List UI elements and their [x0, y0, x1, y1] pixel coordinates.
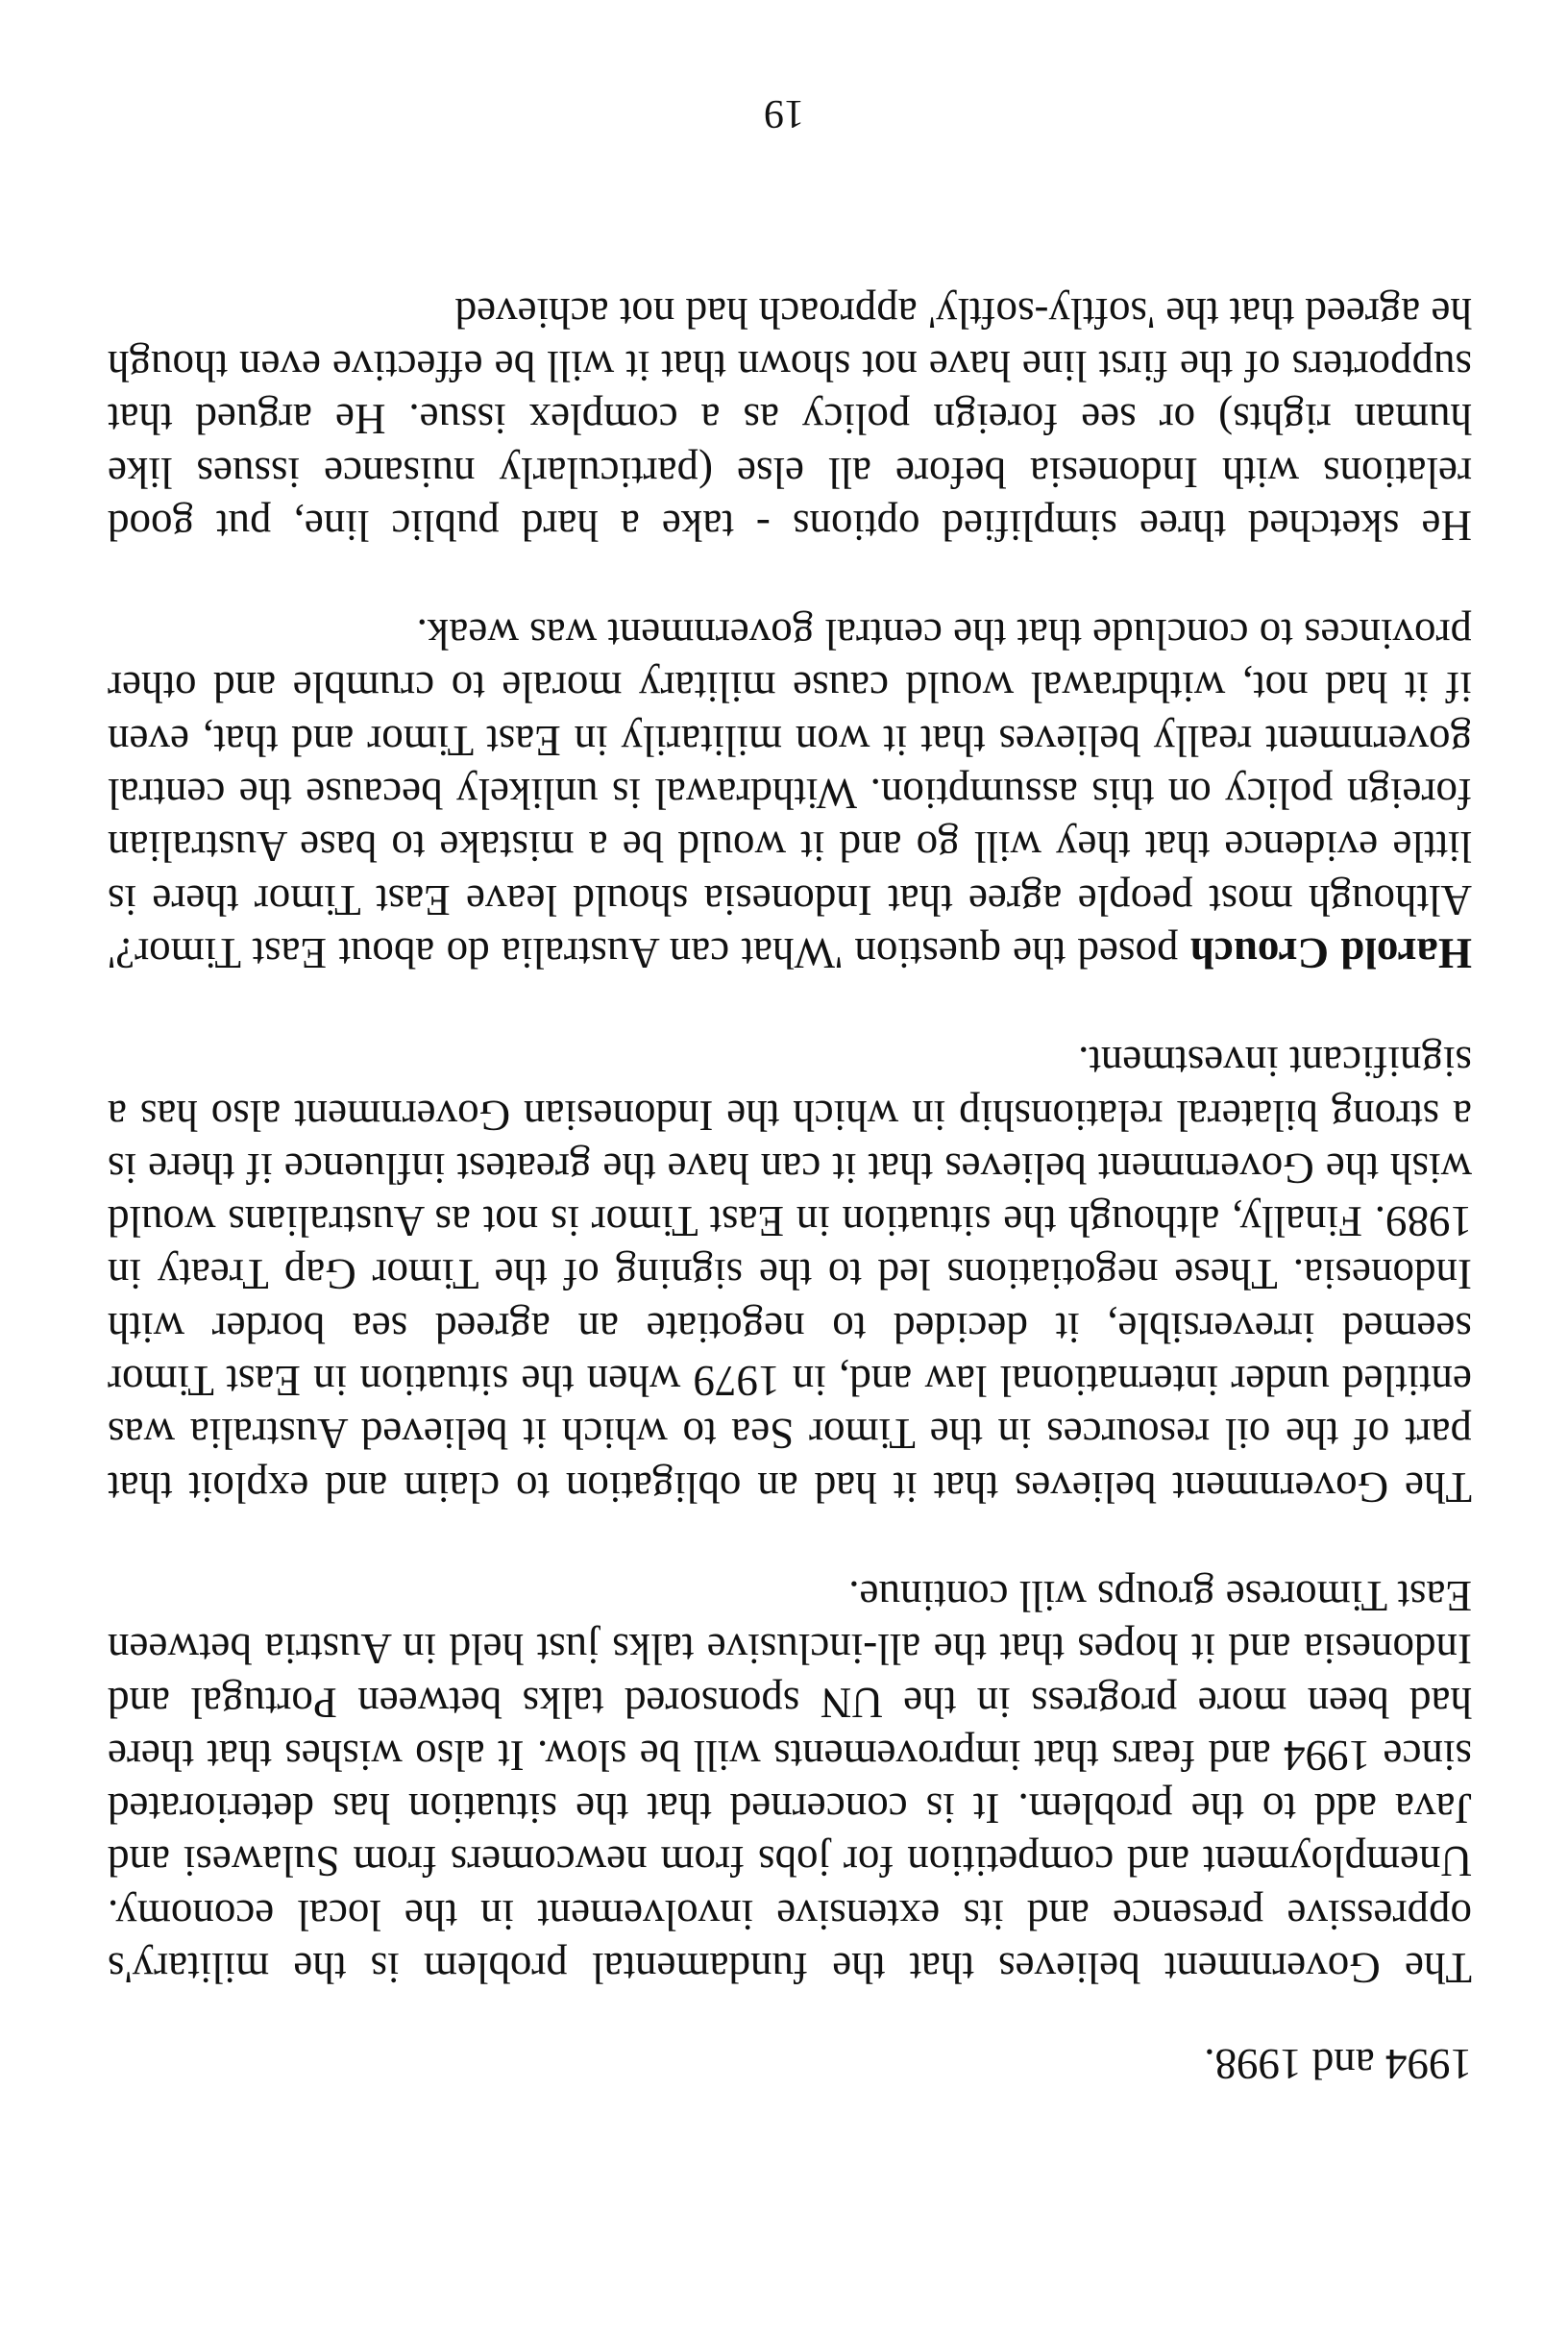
carry-over-line: 1994 and 1998. [1204, 2040, 1472, 2088]
page-number: 19 [764, 91, 804, 135]
paragraph-three-options: He sketched three simplified options - take a hard public line, put good relations with Indonesia before all else (particularly nuisance issues like human rights) or see foreign policy as a complex issue. He argued that supporters of the first line have not shown that it will be effective even though he agreed that the 'softly-softly' approach had not achieved [108, 288, 1472, 550]
paragraph-government-problem: The Government believes that the fundamental problem is the military's oppressive presence and its extensive involvement in the local economy. Unemployment and competition for jobs from newcomers from Sulawesi and Java add to the problem. It is concerned that the situation has deteriorated since 1994 and fears that improvements will be slow. It also wishes that there had been more progress in the UN sponsored talks between Portugal and Indonesia and it hopes that the all-inclusive talks just held in Austria between East Timorese groups will continue. [108, 1571, 1472, 1992]
paragraph-harold-crouch [108, 607, 1472, 979]
paragraph-timor-gap: The Government believes that it had an obligation to claim and exploit that part of the oil resources in the Timor Sea to which it believed Australia was entitled under international law and, in 1979 when the situation in East Timor seemed irreversible, it decided to negotiate an agreed sea border with Indonesia. These negotiations led to the signing of the Timor Gap Treaty in 1989. Finally, although the situation in East Timor is not as Australians would wish the Government believes that it can have the greatest influence if there is a strong bilateral relationship in which the Indonesian Government also has a significant investment. [108, 1038, 1472, 1512]
body-text [108, 285, 1472, 1994]
speaker-name: Harold Crouch [1189, 928, 1472, 977]
paragraph-harold-crouch-text: posed the question 'What can Australia do about East Timor?' Although most people agree that Indonesia should leave East Timor there is little evidence that they will go and it would be a mistake to base Australian foreign policy on this assumption. Withdrawal is unlikely because the central government really believes that it won militarily in East Timor and that, even if it had not, withdrawal would cause military morale to crumble and other provinces to conclude that the central government was weak. [108, 610, 1472, 977]
